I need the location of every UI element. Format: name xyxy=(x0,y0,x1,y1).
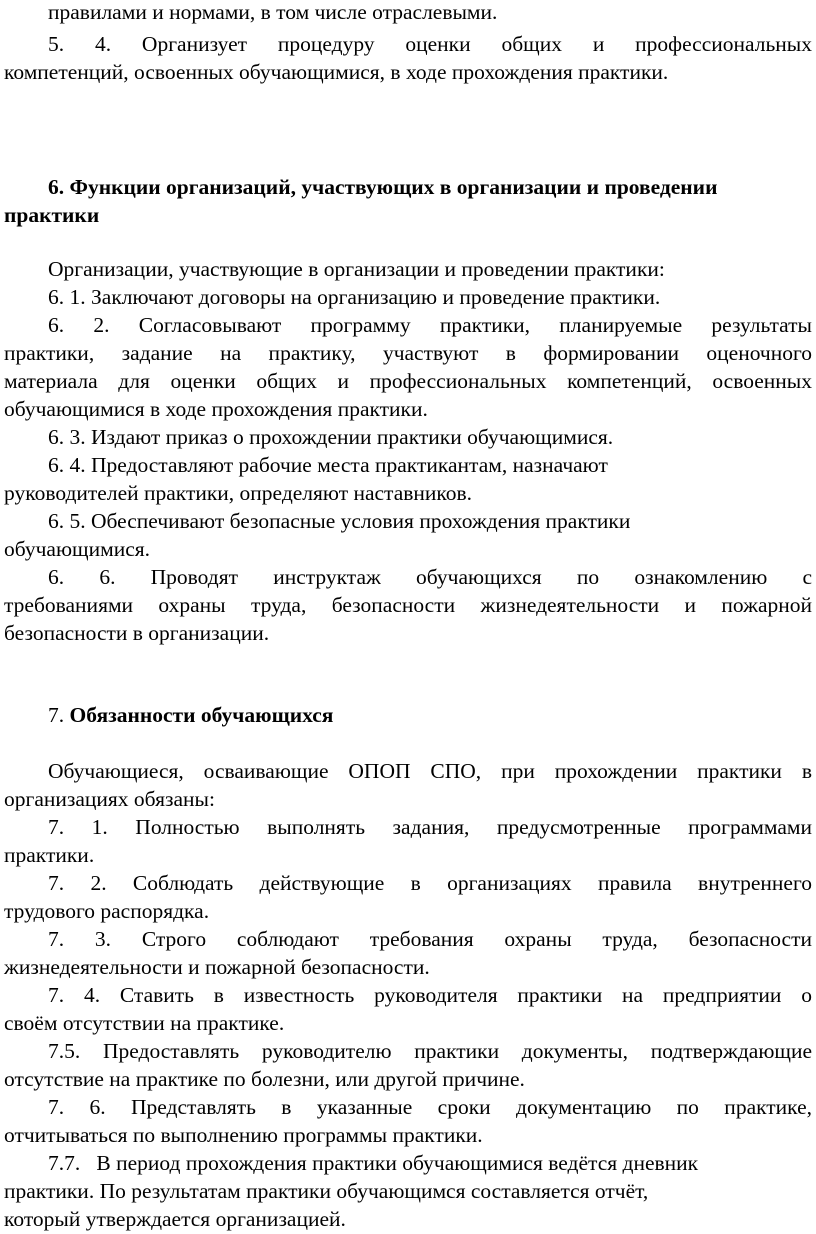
text-line: 7. 1. Полностью выполнять задания, предусмотренные программами xyxy=(48,815,812,839)
text-line: руководителей практики, определяют наставников. xyxy=(4,481,473,505)
text-line: практики. xyxy=(4,843,95,867)
text-line: 6. 5. Обеспечивают безопасные условия прохождения практики xyxy=(48,509,631,533)
text-line: 6. 2. Согласовывают программу практики, планируемые результаты xyxy=(48,313,812,337)
text-line: безопасности в организации. xyxy=(4,621,270,645)
section-heading-7 xyxy=(48,701,812,729)
text-line: 7.5. Предоставлять руководителю практики документы, подтверждающие xyxy=(48,1039,812,1063)
text-line: 7.7. В период прохождения практики обучающимися ведётся дневник xyxy=(48,1151,699,1175)
text-line: практики. По результатам практики обучающимся составляется отчёт, xyxy=(4,1179,649,1203)
text-line: жизнедеятельности и пожарной безопасности. xyxy=(4,955,430,979)
text-line: отчитываться по выполнению программы практики. xyxy=(4,1123,483,1147)
text-line: обучающимися в ходе прохождения практики. xyxy=(4,397,428,421)
text-line: 6. 3. Издают приказ о прохождении практики обучающимися. xyxy=(48,425,614,449)
section-heading-6-cont: практики xyxy=(4,203,100,227)
text-line: 7. 4. Ставить в известность руководителя практики на предприятии о xyxy=(48,983,812,1007)
text-line: 7. 6. Представлять в указанные сроки документацию по практике, xyxy=(48,1095,812,1119)
text-line: 6. 1. Заключают договоры на организацию и проведение практики. xyxy=(48,285,661,309)
section-number-7: 7. xyxy=(48,703,65,727)
text-line: организациях обязаны: xyxy=(4,787,215,811)
text-line: 6. 4. Предоставляют рабочие места практикантам, назначают xyxy=(48,453,608,477)
text-line: практики, задание на практику, участвуют в формировании оценочного xyxy=(4,341,812,365)
text-line: трудового распорядка. xyxy=(4,899,210,923)
text-line: 6. 6. Проводят инструктаж обучающихся по ознакомлению с xyxy=(48,565,812,589)
text-line: компетенций, освоенных обучающимися, в ходе прохождения практики. xyxy=(4,60,669,84)
text-line: отсутствие на практике по болезни, или другой причине. xyxy=(4,1067,525,1091)
text-line: Организации, участвующие в организации и проведении практики: xyxy=(48,257,665,281)
section-title-7: Обязанности обучающихся xyxy=(69,703,334,727)
text-line: который утверждается организацией. xyxy=(4,1207,346,1231)
text-line: своём отсутствии на практике. xyxy=(4,1011,285,1035)
text-line: 5. 4. Организует процедуру оценки общих и профессиональных xyxy=(48,32,812,56)
text-line: обучающимися. xyxy=(4,537,151,561)
text-line: 7. 3. Строго соблюдают требования охраны труда, безопасности xyxy=(48,927,812,951)
text-line: 7. 2. Соблюдать действующие в организациях правила внутреннего xyxy=(48,871,812,895)
text-line: материала для оценки общих и профессиональных компетенций, освоенных xyxy=(4,369,812,393)
section-heading-6: 6. Функции организаций, участвующих в организации и проведении xyxy=(48,175,718,199)
text-line: Обучающиеся, осваивающие ОПОП СПО, при прохождении практики в xyxy=(48,759,812,783)
text-line: требованиями охраны труда, безопасности жизнедеятельности и пожарной xyxy=(4,593,812,617)
text-line: правилами и нормами, в том числе отраслевыми. xyxy=(48,0,498,24)
